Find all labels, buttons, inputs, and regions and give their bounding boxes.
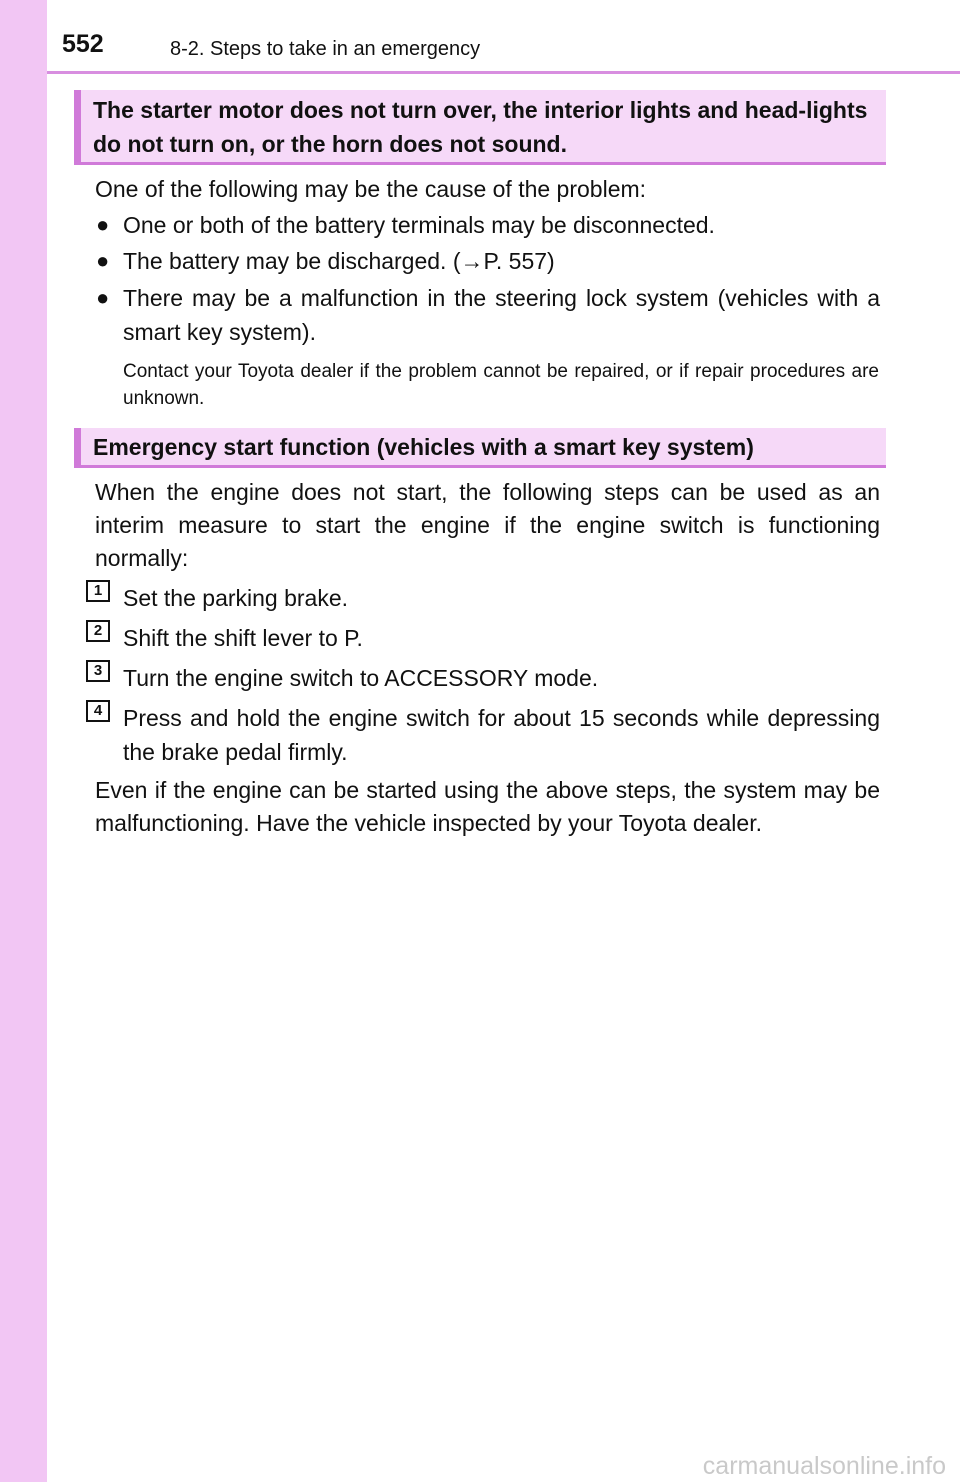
step-text: Press and hold the engine switch for about 15 seconds while depressing the brake pedal firmly. [123,705,880,765]
step-number-badge: 1 [86,580,110,602]
header-divider [47,71,960,74]
bullet-text: The battery may be discharged. (→P. 557) [123,248,555,274]
bullet-text: One or both of the battery terminals may be disconnected. [123,212,715,238]
list-item [96,244,880,278]
bullet-icon: ● [96,285,110,310]
step-number-badge: 4 [86,700,110,722]
section-title: 8-2. Steps to take in an emergency [170,38,481,60]
step-item [86,661,880,695]
bullet-icon: ● [96,248,110,273]
chapter-tab-bar [0,0,47,1482]
bullet-text: There may be a malfunction in the steering lock system (vehicles with a smart key system). [123,285,880,345]
step-text: Turn the engine switch to ACCESSORY mode. [123,665,599,691]
dealer-note: Contact your Toyota dealer if the problem cannot be repaired, or if repair procedures are unknown. [123,361,879,409]
step-text: Shift the shift lever to P. [123,625,363,651]
step-item [86,581,880,615]
step-number-badge: 3 [86,660,110,682]
heading-starter-problem: The starter motor does not turn over, the interior lights and head-lights do not turn on, or the horn does not sound. [74,90,886,165]
cause-intro-paragraph: One of the following may be the cause of the problem: [95,176,647,202]
page-number: 552 [62,30,104,58]
step-number-badge: 2 [86,620,110,642]
step-item [86,621,880,655]
site-watermark: carmanualsonline.info [702,1452,946,1480]
step-item [86,701,880,769]
emergency-intro-paragraph: When the engine does not start, the following steps can be used as an interim measure to start the engine if the engine switch is functioning normally: [95,479,880,571]
bullet-icon: ● [96,212,110,237]
list-item [96,281,880,349]
step-text: Set the parking brake. [123,585,349,611]
list-item [96,208,880,242]
closing-paragraph: Even if the engine can be started using the above steps, the system may be malfunctioning. Have the vehicle inspected by your Toyota dealer. [95,777,880,836]
heading-emergency-start: Emergency start function (vehicles with a smart key system) [74,428,886,468]
